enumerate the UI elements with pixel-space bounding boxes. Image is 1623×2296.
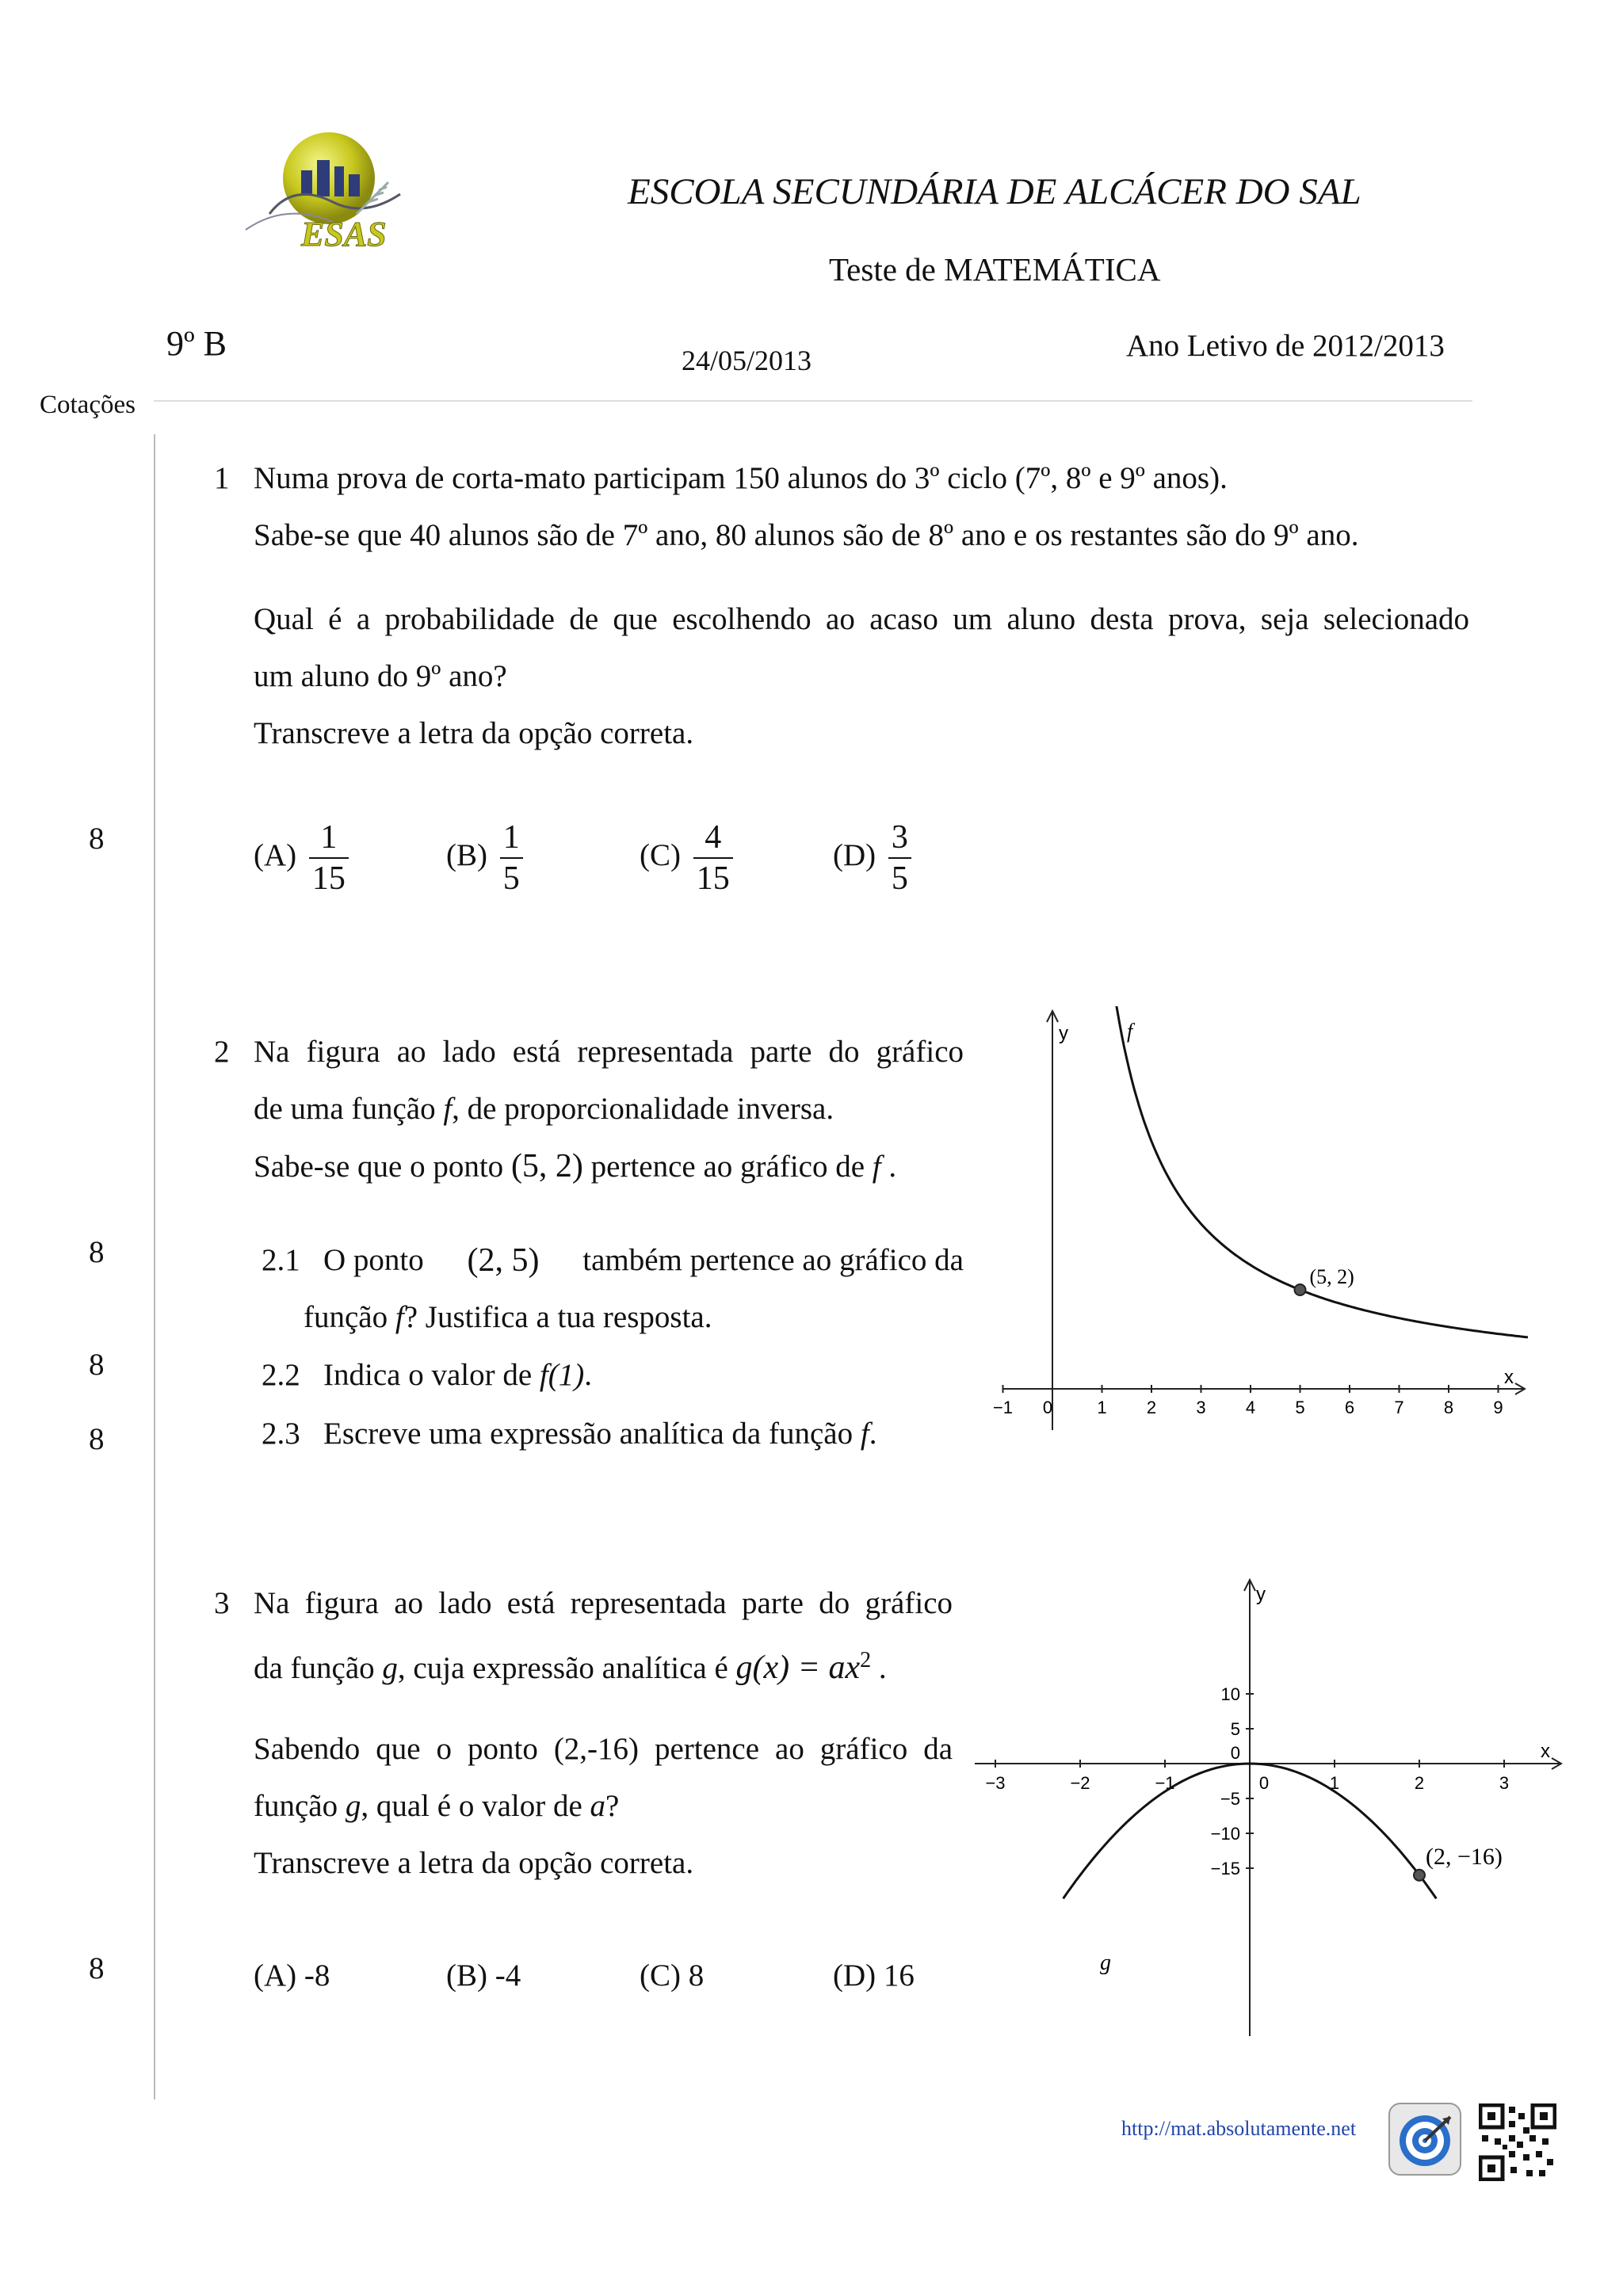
chart-quadratic [967, 1577, 1569, 2044]
q2-3-f: f [860, 1417, 869, 1451]
q2-2-b: . [584, 1358, 592, 1392]
x-tick-label: 8 [1443, 1398, 1454, 1417]
q1-option-a-label: (A) [254, 837, 297, 872]
q1-option-c [640, 818, 733, 898]
x-tick-label: 1 [1329, 1773, 1340, 1793]
q3-line2-c: . [878, 1651, 887, 1685]
school-name: ESCOLA SECUNDÁRIA DE ALCÁCER DO SAL [628, 171, 1361, 212]
q1-option-b-num: 1 [500, 818, 523, 859]
q2-number: 2 [214, 1035, 230, 1069]
x-tick-label: 7 [1394, 1398, 1404, 1417]
q3-number: 3 [214, 1586, 230, 1620]
x-tick-label: 1 [1097, 1398, 1107, 1417]
x-tick-label: −2 [1070, 1773, 1090, 1793]
score-column-divider [154, 434, 155, 2100]
q2-1-line2 [304, 1289, 712, 1346]
q2-1-c: função [304, 1300, 388, 1334]
point-2-neg16 [1414, 1870, 1425, 1881]
q2-line3-a: Sabe-se que o ponto [254, 1150, 504, 1184]
q2-1-line1 [323, 1232, 964, 1289]
q3-line4 [254, 1778, 619, 1835]
q2-line1: Na figura ao lado está representada parte do gráfico [254, 1035, 964, 1069]
q2-1-d: ? Justifica a tua resposta. [403, 1300, 712, 1334]
curve-label-f: f [1127, 1020, 1133, 1043]
q3-line2-b: , cuja expressão analítica é [397, 1651, 728, 1685]
header-divider [154, 400, 1472, 402]
x-tick-label: −1 [1155, 1773, 1175, 1793]
q2-3-a: Escreve uma expressão analítica da função [323, 1417, 854, 1451]
x-tick-label: 9 [1493, 1398, 1503, 1417]
q2-1-score: 8 [89, 1235, 105, 1269]
y-tick-label: 5 [1230, 1719, 1240, 1739]
q3-line1: Na figura ao lado está representada parte do gráfico [254, 1586, 953, 1620]
q2-2-a: Indica o valor de [323, 1358, 533, 1392]
y-tick-label: 0 [1230, 1743, 1240, 1763]
q2-3-b: . [869, 1417, 877, 1451]
q2-line3 [254, 1138, 896, 1196]
q2-3-score: 8 [89, 1422, 105, 1456]
q1-option-a-num: 1 [309, 818, 349, 859]
target-icon [1387, 2101, 1463, 2177]
q3-option-b: (B) -4 [446, 1958, 521, 1993]
qr-code-icon [1479, 2103, 1556, 2181]
y-axis-label: y [1256, 1584, 1266, 1605]
y-tick-label: −15 [1210, 1859, 1240, 1878]
point-label-2-neg16: (2, −16) [1426, 1843, 1503, 1870]
q3-line4-var: a [590, 1789, 606, 1823]
q2-line3-point: (5, 2) [510, 1148, 583, 1184]
point-label-5-2: (5, 2) [1309, 1265, 1354, 1288]
school-year: Ano Letivo de 2012/2013 [1126, 329, 1445, 363]
q2-line2-f: f [443, 1092, 453, 1126]
q3-line3: Sabendo que o ponto (2,-16) pertence ao gráfico da [254, 1732, 953, 1766]
x-axis-label: x [1541, 1741, 1550, 1762]
x-tick-label: 0 [1042, 1398, 1053, 1417]
point-5-2 [1295, 1284, 1306, 1295]
q3-line5: Transcreve a letra da opção correta. [254, 1846, 694, 1880]
q2-line3-b: pertence ao gráfico de [590, 1150, 865, 1184]
q2-line2-b: , de proporcionalidade inversa. [452, 1092, 834, 1126]
class-label: 9º B [166, 324, 227, 363]
q3-line4-a: função [254, 1789, 338, 1823]
q2-line3-c: . [888, 1150, 897, 1184]
x-tick-label: 0 [1258, 1773, 1270, 1793]
q1-option-c-den: 15 [696, 860, 730, 897]
q2-2-score: 8 [89, 1348, 105, 1382]
y-tick-label: −10 [1210, 1824, 1240, 1844]
q3-line4-b: , qual é o valor de [361, 1789, 582, 1823]
chart-inverse-proportionality [983, 1006, 1537, 1446]
q3-score: 8 [89, 1951, 105, 1985]
q1-option-a-den: 15 [311, 860, 346, 897]
q2-line2-a: de uma função [254, 1092, 436, 1126]
q2-3-line [323, 1405, 876, 1463]
x-tick-label: 3 [1499, 1773, 1510, 1793]
footer-url[interactable]: http://mat.absolutamente.net [1121, 2117, 1357, 2140]
x-tick-label: 5 [1295, 1398, 1305, 1417]
q3-line2-g: g [382, 1651, 398, 1685]
q1-number: 1 [214, 461, 230, 495]
x-tick-label: −1 [992, 1398, 1014, 1417]
q3-line4-g: g [345, 1789, 361, 1823]
cotacoes-label: Cotações [40, 391, 136, 419]
q1-option-d-label: (D) [833, 837, 876, 872]
logo-text: ESAS [301, 215, 387, 254]
q1-option-d-den: 5 [891, 860, 908, 897]
q1-line5: Transcreve a letra da opção correta. [254, 716, 694, 750]
x-tick-label: 4 [1245, 1398, 1256, 1417]
q2-2-expr: f(1) [539, 1358, 585, 1392]
test-title: Teste de MATEMÁTICA [829, 251, 1161, 288]
q3-line2-a: da função [254, 1651, 375, 1685]
q2-3-number: 2.3 [262, 1417, 300, 1451]
q1-line1: Numa prova de corta-mato participam 150 alunos do 3º ciclo (7º, 8º e 9º anos). [254, 461, 1228, 495]
x-tick-label: 2 [1146, 1398, 1157, 1417]
q3-line4-c: ? [605, 1789, 620, 1823]
q2-1-number: 2.1 [262, 1243, 300, 1277]
test-date: 24/05/2013 [682, 345, 812, 376]
y-tick-label: 10 [1220, 1684, 1240, 1704]
q3-option-a: (A) -8 [254, 1958, 330, 1993]
q3-option-d: (D) 16 [833, 1958, 915, 1993]
q1-line3: Qual é a probabilidade de que escolhendo ao acaso um aluno desta prova, seja selecionado [254, 602, 1469, 636]
q2-1-a: O ponto [323, 1243, 424, 1277]
school-logo [238, 119, 428, 269]
q1-line4: um aluno do 9º ano? [254, 659, 507, 693]
x-tick-label: 6 [1344, 1398, 1355, 1417]
x-axis-label: x [1504, 1367, 1514, 1388]
q2-2-line [323, 1347, 592, 1404]
q1-option-d-num: 3 [888, 818, 911, 859]
q3-line2-sup: 2 [860, 1648, 872, 1672]
x-tick-label: −3 [985, 1773, 1006, 1793]
q2-line3-f: f [872, 1150, 881, 1184]
q1-option-c-label: (C) [640, 837, 681, 872]
q2-1-point: (2, 5) [467, 1242, 540, 1279]
y-tick-label: −5 [1220, 1789, 1240, 1809]
curve-label-g: g [1100, 1951, 1111, 1975]
q3-line2 [254, 1632, 887, 1697]
y-axis-label: y [1059, 1023, 1068, 1044]
q1-option-b [446, 818, 523, 898]
q1-option-b-den: 5 [502, 860, 520, 897]
q1-option-b-label: (B) [446, 837, 487, 872]
q1-option-a [254, 818, 349, 898]
q2-1-f: f [395, 1300, 404, 1334]
x-tick-label: 2 [1414, 1773, 1425, 1793]
q2-1-b: também pertence ao gráfico da [582, 1243, 964, 1277]
q1-option-c-num: 4 [693, 818, 733, 859]
q3-option-c: (C) 8 [640, 1958, 705, 1993]
q2-line2 [254, 1081, 834, 1138]
q1-line2: Sabe-se que 40 alunos são de 7º ano, 80 alunos são de 8º ano e os restantes são do 9º ano. [254, 518, 1359, 552]
q1-option-d [833, 818, 911, 898]
q1-score: 8 [89, 822, 105, 856]
q3-line2-expr: g(x) = ax [735, 1650, 861, 1686]
q2-2-number: 2.2 [262, 1358, 300, 1392]
x-tick-label: 3 [1196, 1398, 1206, 1417]
